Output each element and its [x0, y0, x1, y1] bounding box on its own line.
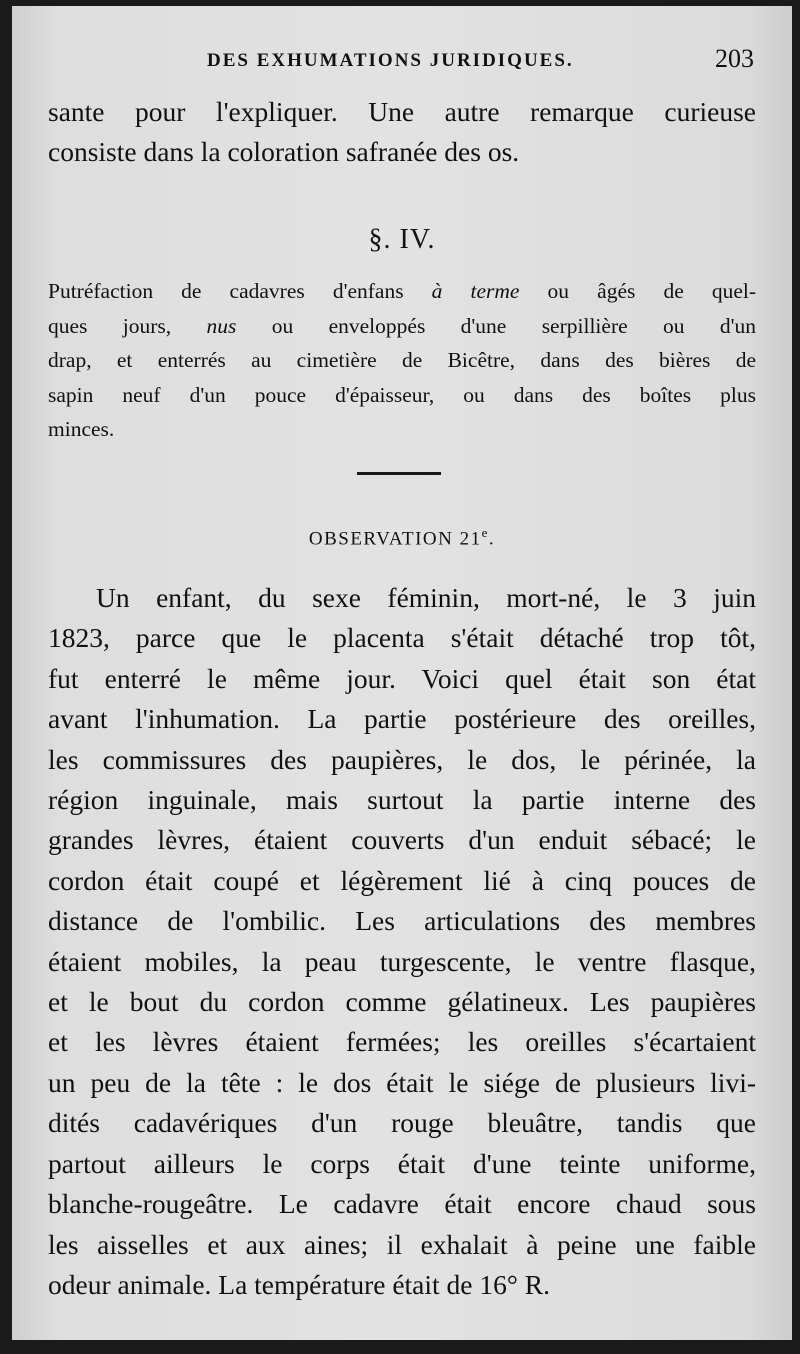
observation-heading: OBSERVATION 21e.: [308, 525, 496, 550]
text-line: un peu de la tête : le dos était le siége de plusieurs livi-: [48, 1066, 756, 1098]
text-line: fut enterré le même jour. Voici quel était son état: [48, 662, 756, 694]
text-line: et le bout du cordon comme gélatineux. Les paupières: [48, 986, 756, 1018]
summary-line: drap, et enterrés au cimetière de Bicêtre, dans des bières de: [48, 348, 756, 373]
observation-body: [48, 578, 756, 1305]
text-line: distance de l'ombilic. Les articulations des membres: [48, 905, 756, 937]
summary-line: minces.: [48, 417, 115, 442]
text-line: grandes lèvres, étaient couverts d'un enduit sébacé; le: [48, 824, 756, 856]
text-line: blanche-rougeâtre. Le cadavre était encore chaud sous: [48, 1188, 756, 1220]
section-divider: [357, 472, 441, 475]
text-line: odeur animale. La température était de 16° R.: [48, 1268, 550, 1300]
text-line: 1823, parce que le placenta s'était détaché trop tôt,: [48, 622, 756, 654]
running-title: DES EXHUMATIONS JURIDIQUES.: [207, 50, 574, 71]
text-line: dités cadavériques d'un rouge bleuâtre, tandis que: [48, 1107, 756, 1139]
text-line: avant l'inhumation. La partie postérieure des oreilles,: [48, 703, 756, 735]
text-line: étaient mobiles, la peau turgescente, le ventre flasque,: [48, 945, 756, 977]
text-line: et les lèvres étaient fermées; les oreilles s'écartaient: [48, 1026, 756, 1058]
summary-line: ques jours, nus ou enveloppés d'une serpillière ou d'un: [48, 313, 756, 338]
text-line: région inguinale, mais surtout la partie interne des: [48, 784, 756, 816]
text-line: les commissures des paupières, le dos, le périnée, la: [48, 743, 756, 775]
text-line: consiste dans la coloration safranée des os.: [48, 136, 520, 168]
section-summary: [48, 274, 756, 447]
summary-line: sapin neuf d'un pouce d'épaisseur, ou dans des boîtes plus: [48, 382, 756, 407]
text-line: cordon était coupé et légèrement lié à cinq pouces de: [48, 864, 756, 896]
summary-line: Putréfaction de cadavres d'enfans à terme ou âgés de quel-: [48, 279, 757, 303]
text-line: Un enfant, du sexe féminin, mort-né, le 3 juin: [96, 582, 756, 613]
section-heading: §. IV.: [368, 224, 436, 255]
text-line: les aisselles et aux aines; il exhalait à peine une faible: [48, 1228, 756, 1260]
continuation-paragraph: [48, 92, 756, 173]
text-line: sante pour l'expliquer. Une autre remarque curieuse: [48, 96, 756, 127]
text-line: partout ailleurs le corps était d'une teinte uniforme,: [48, 1147, 756, 1179]
book-page: [12, 6, 792, 1340]
page-number: 203: [715, 44, 754, 73]
